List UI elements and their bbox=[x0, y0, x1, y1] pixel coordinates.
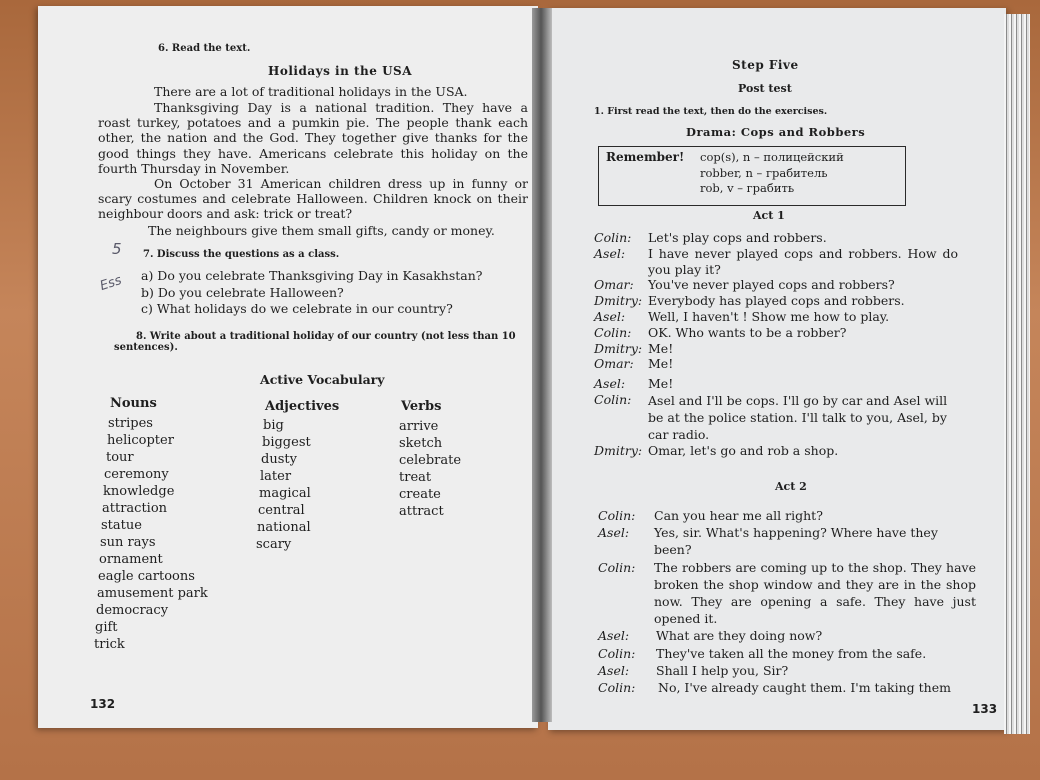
left-page-number: 132 bbox=[90, 697, 116, 711]
speaker: Colin: bbox=[598, 680, 636, 696]
remember-item: rob, v – грабить bbox=[700, 181, 795, 195]
book-gutter bbox=[532, 8, 552, 722]
verb-item: arrive bbox=[399, 419, 439, 434]
noun-item: trick bbox=[94, 637, 125, 652]
speaker: Omar: bbox=[594, 277, 634, 293]
nouns-list bbox=[94, 416, 208, 654]
noun-item: democracy bbox=[96, 603, 169, 618]
speaker: Colin: bbox=[594, 230, 632, 245]
verbs-heading: Verbs bbox=[401, 399, 442, 414]
noun-item: helicopter bbox=[107, 433, 174, 448]
speaker: Asel: bbox=[594, 376, 626, 392]
adjective-item: biggest bbox=[262, 435, 311, 450]
dialogue-line bbox=[598, 679, 978, 696]
right-page-number: 133 bbox=[972, 702, 998, 716]
exercise-7-heading: 7. Discuss the questions as a class. bbox=[143, 249, 340, 260]
speaker: Asel: bbox=[598, 662, 630, 678]
noun-item: stripes bbox=[108, 416, 153, 431]
act-2-title: Act 2 bbox=[775, 480, 807, 493]
noun-item: ceremony bbox=[104, 467, 169, 482]
line-text: You've never played cops and robbers? bbox=[648, 277, 895, 293]
act-1-title: Act 1 bbox=[753, 209, 785, 222]
dialogue-line bbox=[594, 293, 974, 309]
dialogue-line bbox=[594, 356, 974, 372]
verb-item: sketch bbox=[399, 436, 443, 451]
dialogue-line bbox=[594, 325, 974, 341]
adjectives-list bbox=[256, 418, 311, 554]
dialogue-line bbox=[594, 392, 974, 443]
speaker: Omar: bbox=[594, 356, 634, 372]
noun-item: gift bbox=[95, 620, 118, 635]
line-text: Omar, let's go and rob a shop. bbox=[648, 442, 839, 458]
line-text: Yes, sir. What's happening? Where have they been? bbox=[654, 525, 938, 558]
remember-item: robber, n – грабитель bbox=[700, 165, 828, 180]
adjective-item: dusty bbox=[261, 452, 297, 467]
dialogue-line bbox=[594, 230, 974, 246]
remember-item: cop(s), n – полицейский bbox=[700, 150, 844, 164]
speaker: Dmitry: bbox=[594, 340, 643, 356]
paragraph-4: The neighbours give them small gifts, candy or money. bbox=[148, 223, 495, 238]
speaker: Colin: bbox=[598, 508, 636, 523]
adjectives-heading: Adjectives bbox=[265, 399, 340, 414]
act-2-dialogue bbox=[598, 507, 978, 696]
line-text: They've taken all the money from the safe. bbox=[656, 645, 927, 661]
dialogue-line bbox=[598, 559, 978, 628]
dialogue-line bbox=[598, 507, 978, 524]
noun-item: attraction bbox=[102, 501, 168, 516]
question-b: b) Do you celebrate Halloween? bbox=[141, 284, 344, 300]
line-text: Can you hear me all right? bbox=[654, 508, 823, 523]
dialogue-line bbox=[594, 443, 974, 459]
line-text: No, I've already caught them. I'm taking them bbox=[658, 680, 951, 696]
adjective-item: later bbox=[260, 469, 292, 484]
speaker: Asel: bbox=[594, 245, 626, 261]
verb-item: celebrate bbox=[399, 453, 462, 468]
line-text: Well, I haven't ! Show me how to play. bbox=[648, 308, 890, 324]
line-text: OK. Who wants to be a robber? bbox=[648, 324, 847, 340]
line-text: Me! bbox=[648, 340, 674, 356]
exercise-8-heading-line2: sentences). bbox=[114, 342, 178, 353]
verbs-list bbox=[399, 419, 461, 521]
speaker: Dmitry: bbox=[594, 293, 643, 309]
line-text: Let's play cops and robbers. bbox=[648, 230, 827, 245]
adjective-item: central bbox=[258, 503, 305, 518]
handwritten-mark-1: 5 bbox=[112, 240, 122, 258]
dialogue-line bbox=[598, 662, 978, 679]
remember-box bbox=[598, 146, 906, 206]
dialogue-line bbox=[598, 645, 978, 662]
step-title: Step Five bbox=[732, 58, 799, 72]
page-edges bbox=[1004, 14, 1030, 734]
noun-item: ornament bbox=[99, 552, 163, 567]
speaker: Colin: bbox=[594, 324, 632, 340]
handwritten-mark-2: Ess bbox=[98, 273, 124, 294]
noun-item: amusement park bbox=[97, 586, 208, 601]
noun-item: sun rays bbox=[100, 535, 156, 550]
adjective-item: big bbox=[263, 418, 284, 433]
remember-items bbox=[700, 150, 844, 197]
speaker: Colin: bbox=[598, 645, 636, 661]
verb-item: create bbox=[399, 487, 441, 502]
question-a: a) Do you celebrate Thanksgiving Day in Kasakhstan? bbox=[141, 268, 483, 283]
speaker: Asel: bbox=[598, 525, 630, 541]
line-text: Asel and I'll be cops. I'll go by car and Asel will be at the police station. I'll talk to you, Asel, by car radio. bbox=[648, 392, 948, 442]
verb-item: treat bbox=[399, 470, 432, 485]
drama-title: Drama: Cops and Robbers bbox=[686, 125, 866, 139]
dialogue-line bbox=[594, 376, 974, 392]
line-text: The robbers are coming up to the shop. They have broken the shop window and they are in the shop now. They are opening a safe. They have just opened it. bbox=[654, 559, 976, 627]
vocabulary-title: Active Vocabulary bbox=[260, 372, 385, 387]
adjective-item: scary bbox=[256, 537, 292, 552]
dialogue-line bbox=[594, 277, 974, 293]
remember-label: Remember! bbox=[606, 150, 685, 164]
speaker: Dmitry: bbox=[594, 442, 643, 458]
paragraph-1: There are a lot of traditional holidays in the USA. bbox=[154, 84, 468, 99]
dialogue-line bbox=[594, 341, 974, 357]
dialogue-line bbox=[594, 246, 974, 278]
line-text: Me! bbox=[648, 376, 674, 392]
line-text: What are they doing now? bbox=[656, 628, 823, 644]
line-text: I have never played cops and robbers. How do you play it? bbox=[648, 245, 958, 277]
speaker: Colin: bbox=[594, 391, 632, 407]
dialogue-line bbox=[598, 627, 978, 644]
post-test-label: Post test bbox=[738, 82, 792, 95]
nouns-heading: Nouns bbox=[110, 396, 157, 411]
exercise-1-heading: 1. First read the text, then do the exercises. bbox=[594, 106, 828, 117]
line-text: Me! bbox=[648, 356, 674, 372]
exercise-6-heading: 6. Read the text. bbox=[158, 43, 251, 54]
line-text: Shall I help you, Sir? bbox=[656, 662, 789, 678]
adjective-item: national bbox=[257, 520, 311, 535]
speaker: Asel: bbox=[594, 308, 626, 324]
noun-item: knowledge bbox=[103, 484, 175, 499]
act-1-dialogue bbox=[594, 230, 974, 459]
paragraph-3: On October 31 American children dress up in funny or scary costumes and celebrate Halloween. Children knock on their neighbour doors and ask: trick or treat? bbox=[98, 176, 528, 222]
exercise-8-heading: 8. Write about a traditional holiday of our country (not less than 10 bbox=[136, 331, 516, 342]
paragraph-2: Thanksgiving Day is a national tradition. They have a roast turkey, potatoes and a pumkin pie. The people thank each other, the nation and the God. They together give thanks for the good things they have. Americans celebrate this holiday on the fourth Thursday in November. bbox=[98, 100, 528, 176]
verb-item: attract bbox=[399, 504, 444, 519]
discussion-questions bbox=[141, 268, 482, 318]
speaker: Colin: bbox=[598, 559, 636, 575]
speaker: Asel: bbox=[598, 628, 630, 644]
noun-item: tour bbox=[106, 450, 134, 465]
adjective-item: magical bbox=[259, 486, 311, 501]
text-title: Holidays in the USA bbox=[268, 64, 413, 78]
dialogue-line bbox=[594, 309, 974, 325]
question-c: c) What holidays do we celebrate in our country? bbox=[141, 301, 453, 316]
noun-item: eagle cartoons bbox=[98, 569, 195, 584]
noun-item: statue bbox=[101, 518, 142, 533]
dialogue-line bbox=[598, 524, 978, 558]
line-text: Everybody has played cops and robbers. bbox=[648, 293, 905, 309]
